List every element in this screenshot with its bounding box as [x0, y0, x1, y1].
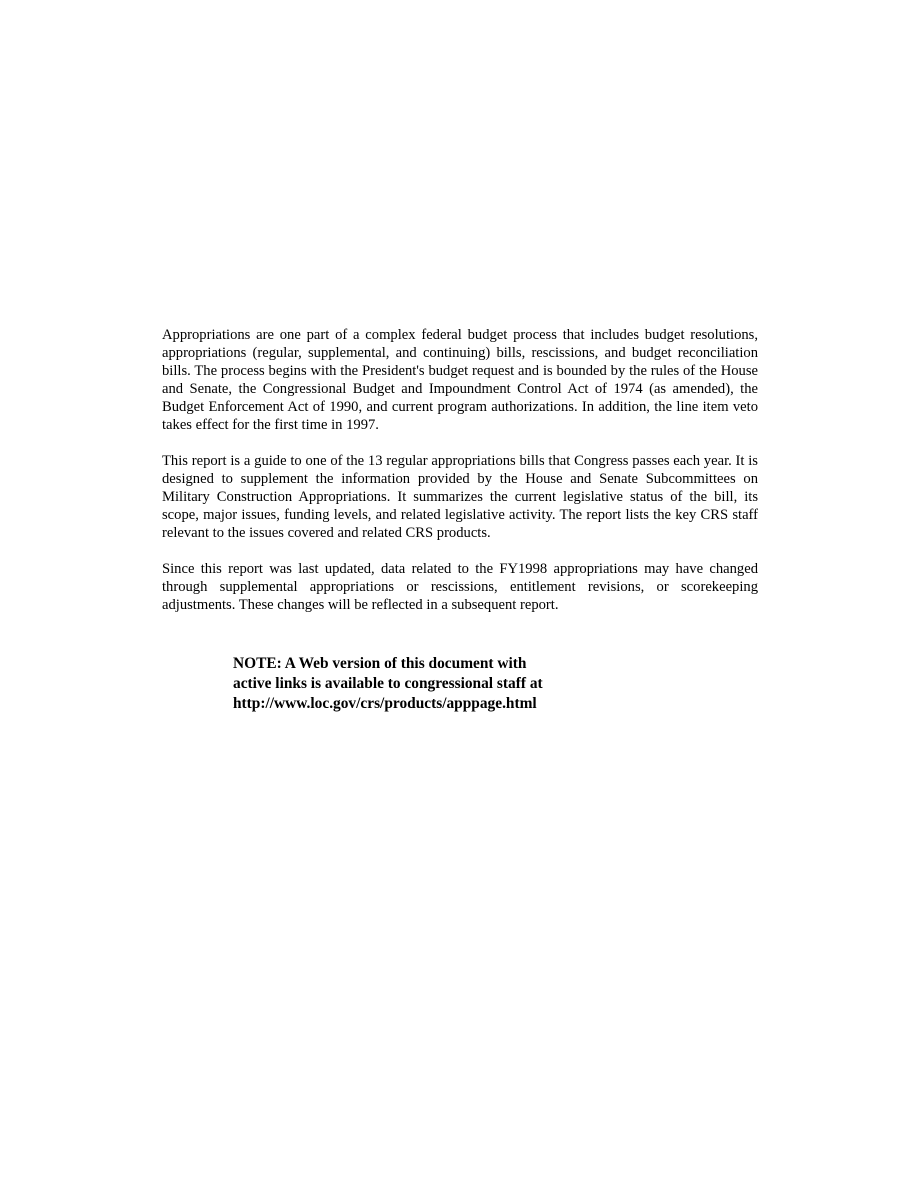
paragraph-update-notice: Since this report was last updated, data related to the FY1998 appropriations may have changed through supplemental appropriations or rescissions, entitlement revisions, or scorekeeping adjustments. These changes will be reflected in a subsequent report.	[162, 561, 758, 613]
document-body	[162, 326, 758, 632]
note-url: http://www.loc.gov/crs/products/apppage.html	[233, 695, 537, 712]
paragraph-report-guide: This report is a guide to one of the 13 regular appropriations bills that Congress passes each year. It is designed to supplement the information provided by the House and Senate Subcommittees on Military Construction Appropriations. It summarizes the current legislative status of the bill, its scope, major issues, funding levels, and related legislative activity. The report lists the key CRS staff relevant to the issues covered and related CRS products.	[162, 453, 758, 541]
note-line: active links is available to congressional staff at	[233, 675, 543, 692]
paragraph-appropriations-overview: Appropriations are one part of a complex federal budget process that includes budget resolutions, appropriations (regular, supplemental, and continuing) bills, rescissions, and budget reconciliation bills. The process begins with the President's budget request and is bounded by the rules of the House and Senate, the Congressional Budget and Impoundment Control Act of 1974 (as amended), the Budget Enforcement Act of 1990, and current program authorizations. In addition, the line item veto takes effect for the first time in 1997.	[162, 327, 758, 433]
note-line: NOTE: A Web version of this document with	[233, 655, 527, 672]
web-version-note	[233, 654, 593, 714]
